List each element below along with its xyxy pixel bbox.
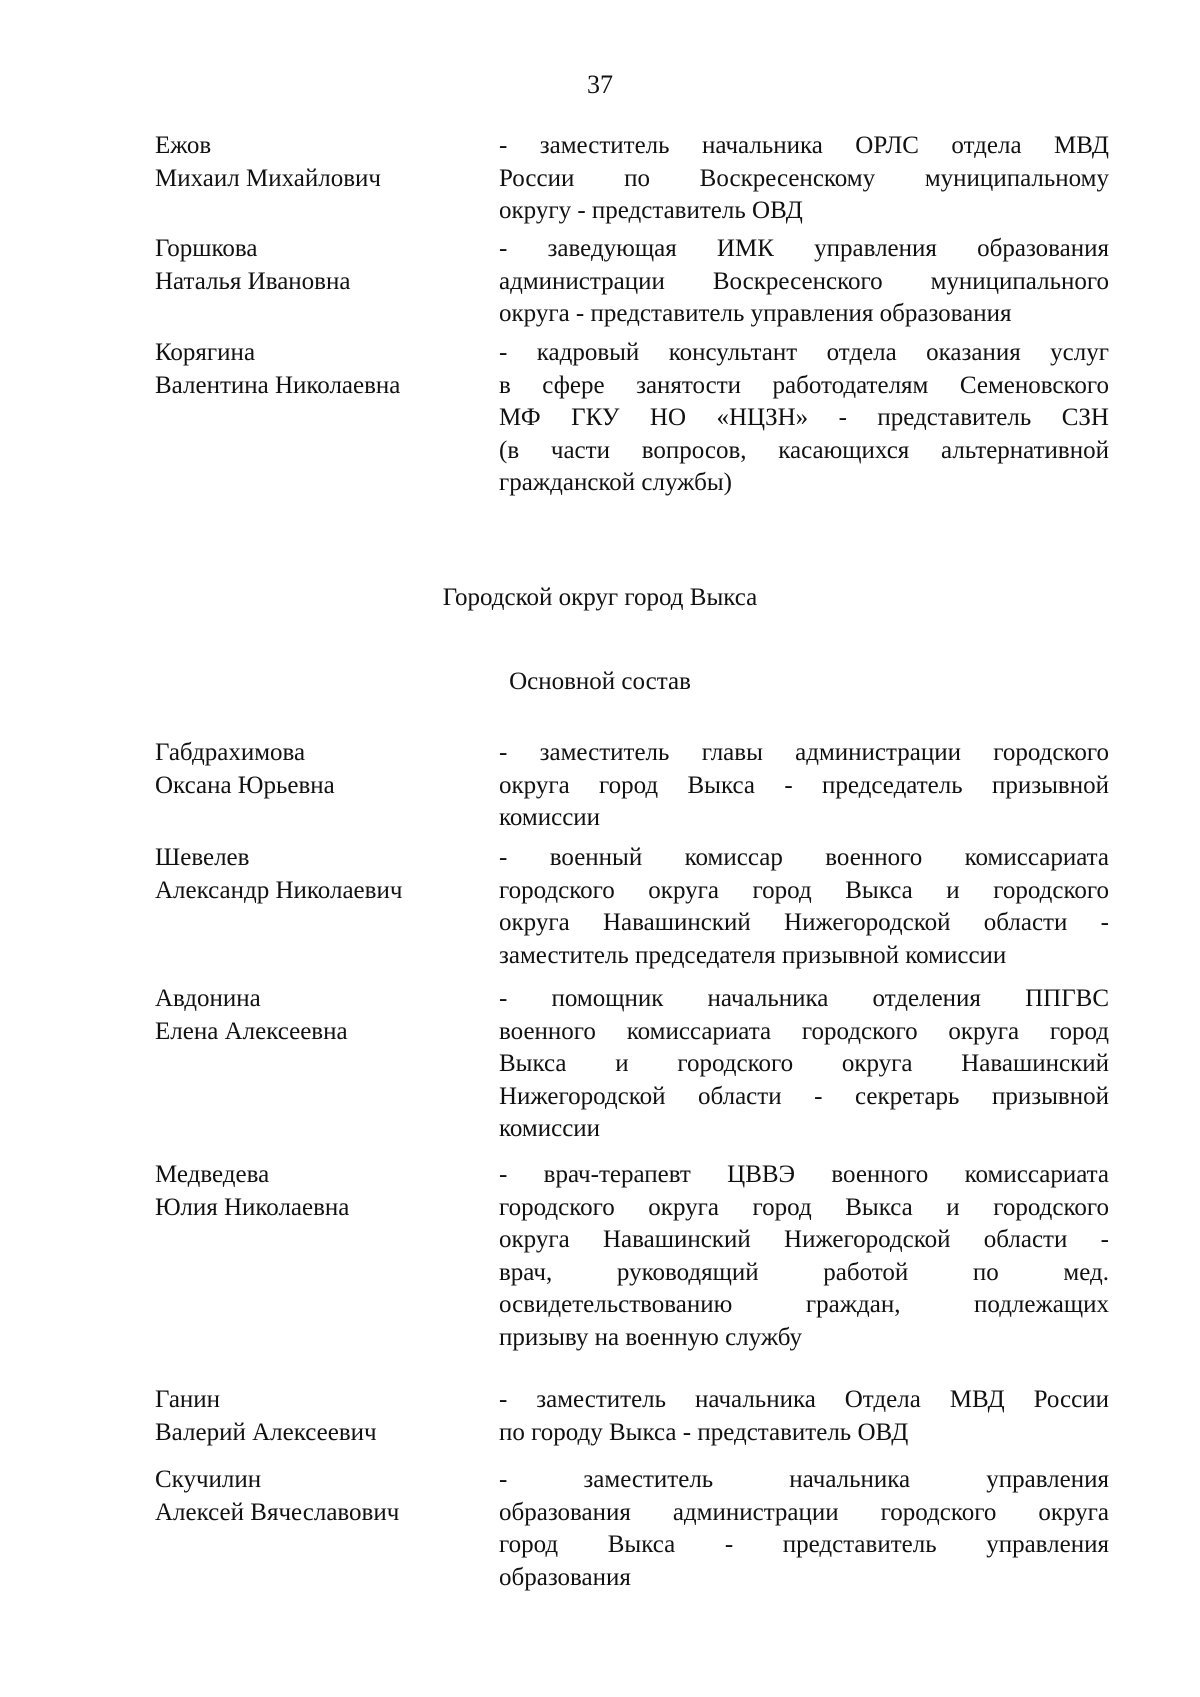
role-line: город Выкса - представитель управления	[499, 1531, 1109, 1558]
role-line: заместитель председателя призывной комиссии	[499, 941, 1007, 969]
member-role	[499, 130, 1109, 228]
member-name	[155, 337, 495, 402]
role-line: - военный комиссар военного комиссариата	[499, 844, 1109, 871]
role-line: городского округа город Выкса и городского	[499, 1193, 1109, 1221]
role-line: образования администрации городского округа	[499, 1498, 1109, 1526]
role-line: гражданской службы)	[499, 469, 732, 496]
member-name	[155, 842, 495, 907]
member-given-names: Валентина Николаевна	[155, 371, 401, 399]
role-line: - кадровый консультант отдела оказания услуг	[499, 339, 1109, 366]
member-name	[155, 737, 495, 802]
section-title: Городской округ город Выкса	[442, 584, 758, 611]
member-surname: Скучилин	[155, 1466, 262, 1493]
member-name	[155, 983, 495, 1048]
role-line: России по Воскресенскому муниципальному	[499, 164, 1109, 192]
member-name	[155, 1464, 495, 1529]
member-surname: Авдонина	[155, 985, 261, 1012]
subsection-title: Основной состав	[509, 668, 691, 695]
role-line: (в части вопросов, касающихся альтернативной	[499, 436, 1109, 464]
member-given-names: Юлия Николаевна	[155, 1193, 350, 1221]
member-role	[499, 983, 1109, 1146]
role-line: округа - представитель управления образования	[499, 300, 1012, 327]
role-line: образования	[499, 1563, 631, 1591]
member-surname: Ежов	[155, 132, 212, 159]
role-line: округа город Выкса - председатель призывной	[499, 771, 1109, 799]
role-line: Выкса и городского округа Навашинский	[499, 1050, 1109, 1077]
role-line: - помощник начальника отделения ППГВС	[499, 985, 1109, 1012]
member-given-names: Алексей Вячеславович	[155, 1498, 400, 1526]
role-line: - заместитель начальника управления	[499, 1466, 1109, 1493]
member-surname: Горшкова	[155, 235, 258, 262]
member-surname: Шевелев	[155, 844, 250, 871]
page-number: 37	[587, 70, 613, 99]
member-name	[155, 130, 495, 195]
role-line: - заведующая ИМК управления образования	[499, 235, 1109, 262]
role-line: Нижегородской области - секретарь призывной	[499, 1082, 1109, 1110]
role-line: - заместитель главы администрации городского	[499, 739, 1109, 766]
member-surname: Ганин	[155, 1386, 221, 1413]
role-line: - заместитель начальника ОРЛС отдела МВД	[499, 132, 1109, 159]
role-line: округа Навашинский Нижегородской области -	[499, 909, 1109, 936]
role-line: округу - представитель ОВД	[499, 197, 803, 224]
member-name	[155, 1384, 495, 1449]
role-line: городского округа город Выкса и городского	[499, 876, 1109, 904]
member-given-names: Елена Алексеевна	[155, 1017, 348, 1045]
member-role	[499, 1464, 1109, 1594]
member-name	[155, 1159, 495, 1224]
role-line: - заместитель начальника Отдела МВД России	[499, 1386, 1109, 1413]
member-role	[499, 233, 1109, 331]
member-given-names: Наталья Ивановна	[155, 267, 351, 295]
role-line: комиссии	[499, 804, 601, 831]
member-surname: Корягина	[155, 339, 256, 366]
member-given-names: Оксана Юрьевна	[155, 771, 335, 799]
role-line: освидетельствованию граждан, подлежащих	[499, 1291, 1109, 1318]
member-role	[499, 842, 1109, 972]
role-line: округа Навашинский Нижегородской области -	[499, 1226, 1109, 1253]
member-given-names: Михаил Михайлович	[155, 164, 381, 192]
member-surname: Медведева	[155, 1161, 270, 1188]
member-name	[155, 233, 495, 298]
role-line: администрации Воскресенского муниципального	[499, 267, 1109, 295]
member-role	[499, 337, 1109, 500]
member-surname: Габдрахимова	[155, 739, 306, 766]
role-line: военного комиссариата городского округа город	[499, 1017, 1109, 1045]
role-line: комиссии	[499, 1115, 601, 1142]
role-line: призыву на военную службу	[499, 1323, 803, 1351]
member-role	[499, 1159, 1109, 1354]
role-line: в сфере занятости работодателям Семеновского	[499, 371, 1109, 399]
role-line: МФ ГКУ НО «НЦЗН» - представитель СЗН	[499, 404, 1109, 431]
role-line: по городу Выкса - представитель ОВД	[499, 1418, 909, 1446]
member-given-names: Валерий Алексеевич	[155, 1418, 377, 1446]
member-given-names: Александр Николаевич	[155, 876, 403, 904]
role-line: - врач-терапевт ЦВВЭ военного комиссариата	[499, 1161, 1109, 1188]
role-line: врач, руководящий работой по мед.	[499, 1258, 1109, 1286]
member-role	[499, 737, 1109, 835]
member-role	[499, 1384, 1109, 1449]
